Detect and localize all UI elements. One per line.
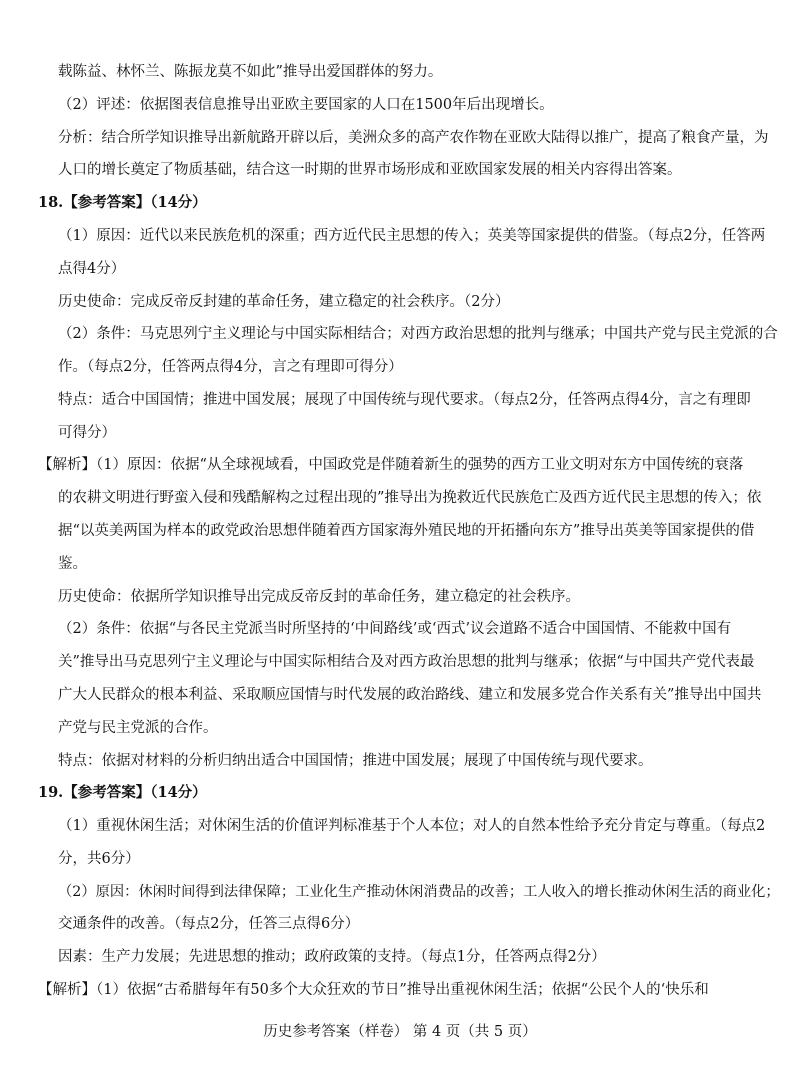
text-line: （1）原因：近代以来民族危机的深重；西方近代民主思想的传入；英美等国家提供的借鉴。（每点2分，任答两: [58, 228, 766, 244]
text-line: 分析：结合所学知识推导出新航路开辟以后，美洲众多的高产农作物在亚欧大陆得以推广，提高了粮食产量，为: [58, 130, 769, 146]
text-line: 历史使命：完成反帝反封建的革命任务，建立稳定的社会秩序。（2分）: [58, 294, 510, 310]
text-line: 广大人民群众的根本利益、采取顺应国情与时代发展的政治路线、建立和发展多党合作关系有关”推导出中国共: [58, 687, 762, 703]
text-line: 鉴。: [58, 556, 87, 572]
text-line: 人口的增长奠定了物质基础，结合这一时期的世界市场形成和亚欧国家发展的相关内容得出答案。: [58, 162, 682, 178]
text-line: 因素：生产力发展；先进思想的推动；政府政策的支持。（每点1分，任答两点得2分）: [58, 949, 606, 965]
text-line: （1）重视休闲生活；对休闲生活的价值评判标准基于个人本位；对人的自然本性给予充分肯定与尊重。（每点2: [58, 818, 766, 834]
text-line: 特点：依据对材料的分析归纳出适合中国国情；推进中国发展；展现了中国传统与现代要求。: [58, 753, 653, 769]
question-heading: 19.【参考答案】（14分）: [38, 784, 207, 801]
text-line: 历史使命：依据所学知识推导出完成反帝反封的革命任务，建立稳定的社会秩序。: [58, 589, 580, 605]
analysis-line: 【解析】（1）依据“古希腊每年有50多个大众狂欢的节日”推导出重视休闲生活；依据“公民个人的‘快乐和: [38, 982, 709, 998]
text-line: 作。（每点2分，任答两点得4分，言之有理即可得分）: [58, 359, 403, 375]
text-line: 点得4分）: [58, 261, 126, 277]
analysis-line: 【解析】（1）原因：依据“从全球视域看，中国政党是伴随着新生的强势的西方工业文明对东方中国传统的衰落: [38, 457, 744, 473]
text-line: （2）条件：依据“与各民主党派当时所坚持的‘中间路线’或‘西式’议会道路不适合中国国情、不能救中国有: [58, 621, 732, 637]
page-footer: 历史参考答案（样卷） 第 4 页（共 5 页）: [263, 1024, 537, 1040]
text-line: 的农耕文明进行野蛮入侵和残酷解构之过程出现的”推导出为挽救近代民族危亡及西方近代民主思想的传入；依: [58, 490, 762, 506]
text-line: 关”推导出马克思列宁主义理论与中国实际相结合及对西方政治思想的批判与继承；依据“与中国共产党代表最: [58, 654, 755, 670]
text-line: （2）原因：休闲时间得到法律保障；工业化生产推动休闲消费品的改善；工人收入的增长推动休闲生活的商业化；: [58, 884, 780, 900]
text-line: 产党与民主党派的合作。: [58, 720, 218, 736]
text-line: 特点：适合中国国情；推进中国发展；展现了中国传统与现代要求。（每点2分，任答两点得4分，言之有理即: [58, 392, 751, 408]
text-line: 据“以英美两国为样本的政党政治思想伴随着西方国家海外殖民地的开拓播向东方”推导出英美等国家提供的借: [58, 523, 755, 539]
text-line: （2）评述：依据图表信息推导出亚欧主要国家的人口在1500年后出现增长。: [58, 97, 554, 113]
text-line: 载陈益、林怀兰、陈振龙莫不如此”推导出爱国群体的努力。: [58, 64, 443, 80]
text-line: 可得分）: [58, 425, 116, 441]
question-heading: 18.【参考答案】（14分）: [38, 194, 207, 211]
text-line: 交通条件的改善。（每点2分，任答三点得6分）: [58, 916, 360, 932]
text-line: 分，共6分）: [58, 851, 140, 867]
text-line: （2）条件：马克思列宁主义理论与中国实际相结合；对西方政治思想的批判与继承；中国共产党与民主党派的合: [58, 326, 778, 342]
